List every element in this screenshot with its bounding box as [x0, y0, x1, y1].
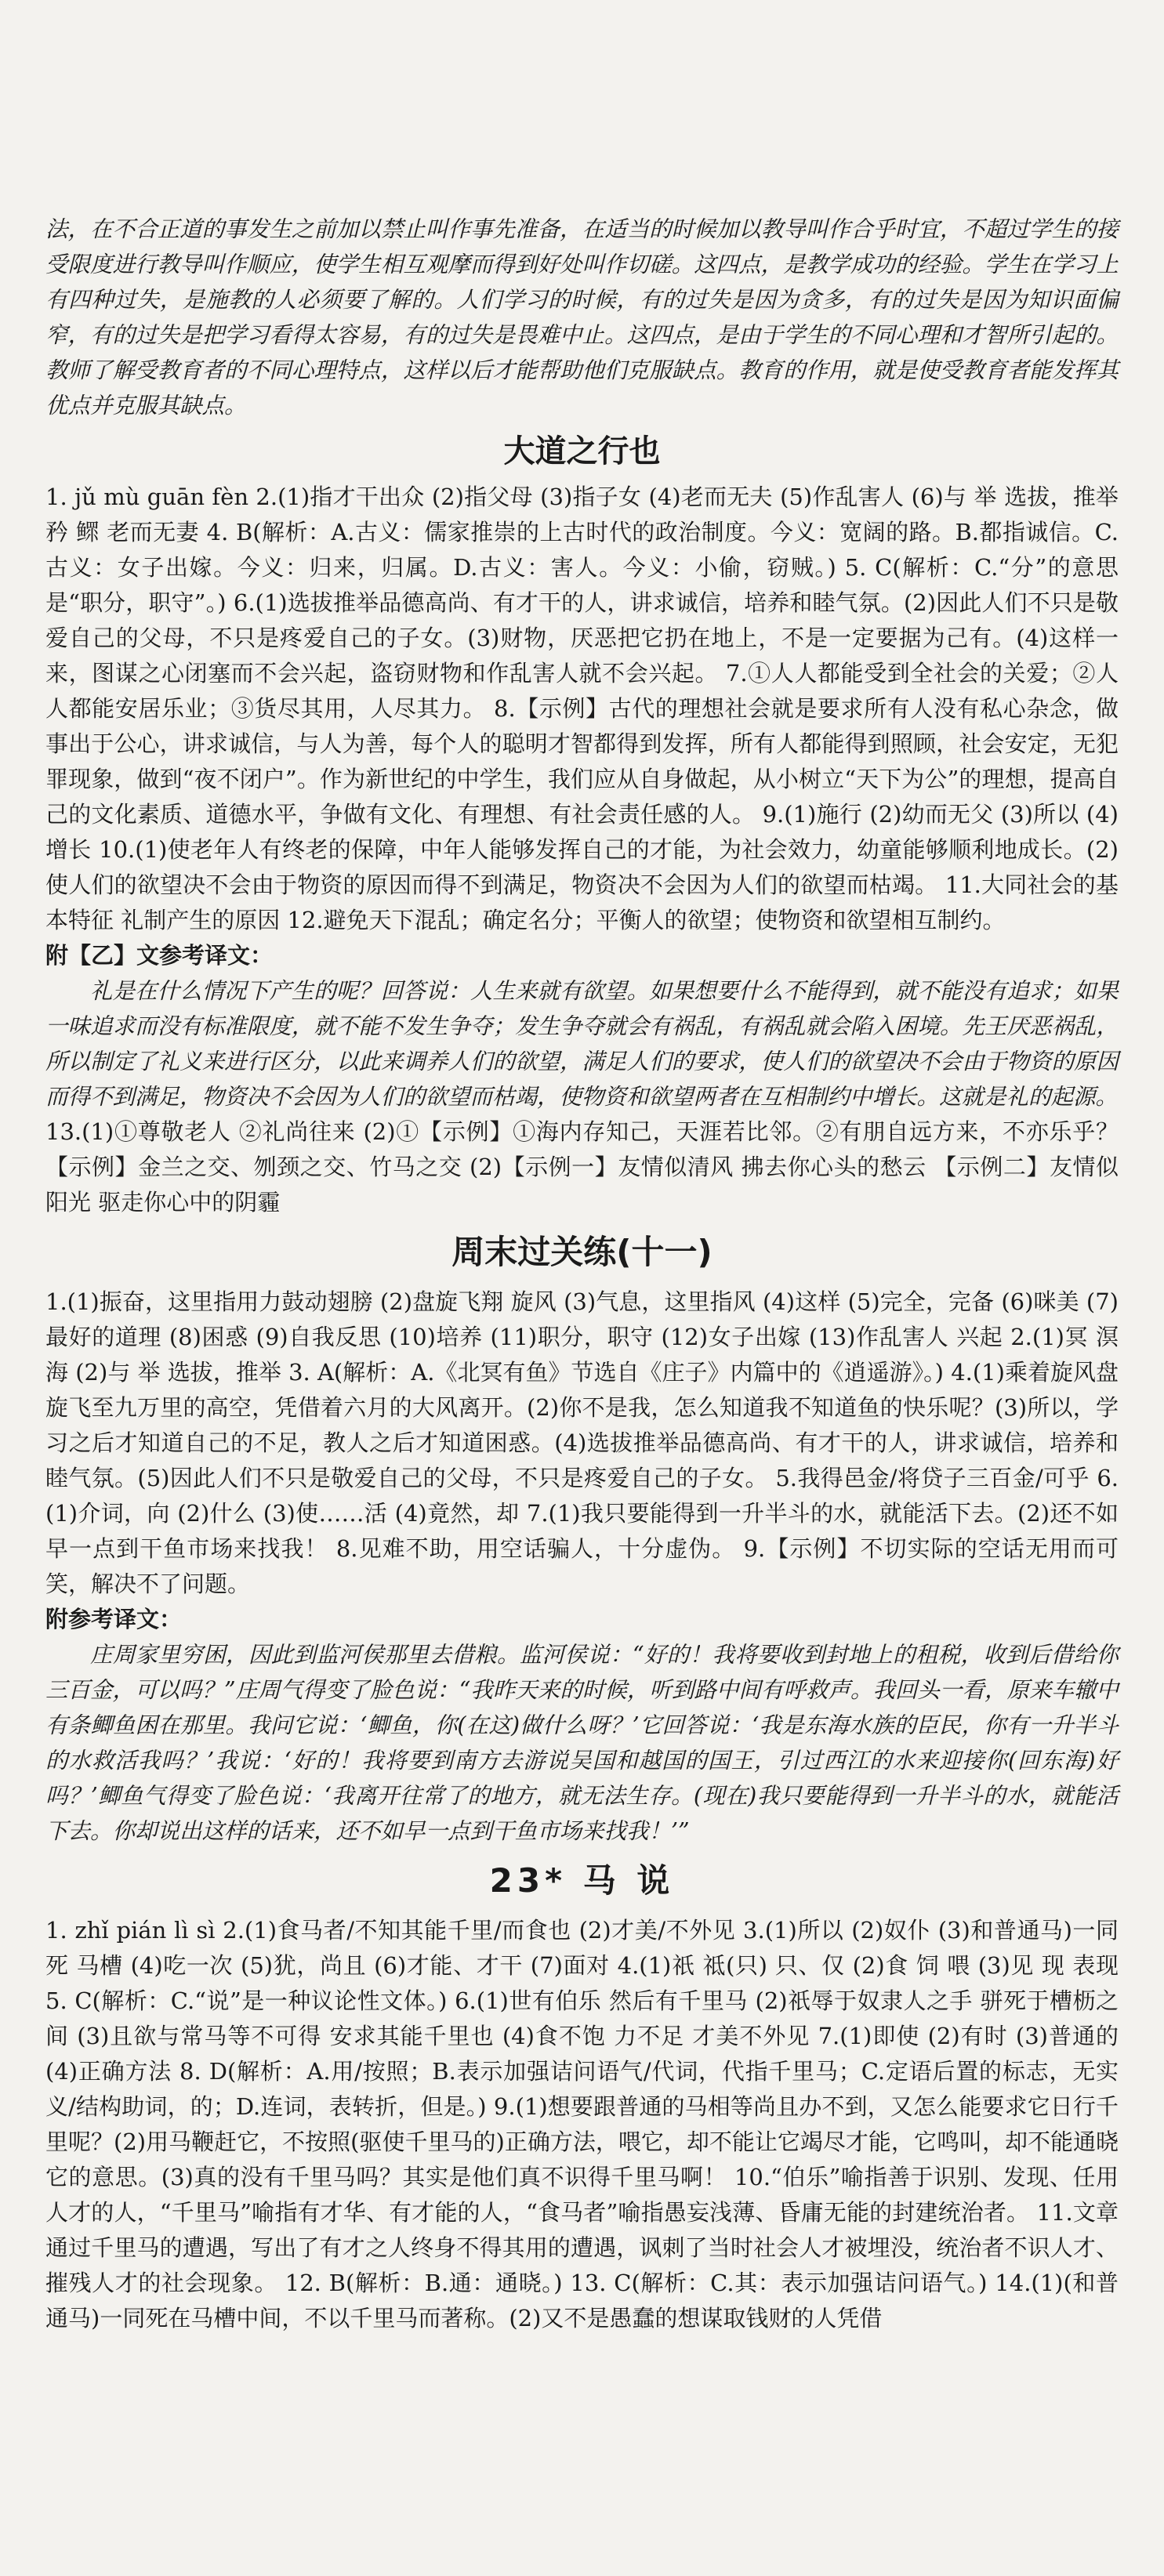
intro-section — [45, 212, 1119, 423]
section-title-zhoumo: 周末过关练(十一) — [451, 1233, 713, 1271]
section-mashuo — [45, 1849, 1119, 2336]
section-dadao — [45, 423, 1119, 1220]
answers-mashuo: 1. zhǐ pián lì sì 2.(1)食马者/不知其能千里/而食也 (2)才美/不外见 3.(1)所以 (2)奴仆 (3)和普通马)一同死 马槽 (4)吃一次 (5)犹，尚且 (6)才能、才干 (7)面对 4.(1)祇 祗(只) 只、仅 (2)食 饲 喂 (3)见 现 表现 5. C(解析：C.“说”是一种议论性文体。) 6.(1)世有伯乐 然后有千里马 (2)祇辱于奴隶人之手 骈死于槽枥之间 (3)且欲与常马等不可得 安求其能千里也 (4)食不饱 力不足 才美不外见 7.(1)即使 (2)有时 (3)普通的 (4)正确方法 8. D(解析：A.用/按照；B.表示加强诘问语气/代词，代指千里马；C.定语后置的标志，无实义/结构助词，的；D.连词，表转折，但是。) 9.(1)想要跟普通的马相等尚且办不到，又怎么能要求它日行千里呢？(2)用马鞭赶它，不按照(驱使千里马的)正确方法，喂它，却不能让它竭尽才能，它鸣叫，却不能通晓它的意思。(3)真的没有千里马吗？其实是他们真不识得千里马啊！ 10.“伯乐”喻指善于识别、发现、任用人才的人，“千里马”喻指有才华、有才能的人，“食马者”喻指愚妄浅薄、昏庸无能的封建统治者。 11.文章通过千里马的遭遇，写出了有才之人终身不得其用的遭遇，讽刺了当时社会人才被埋没，统治者不识人才、摧残人才的社会现象。 12. B(解析：B.通：通晓。) 13. C(解析：C.其：表示加强诘问语气。) 14.(1)(和普通马)一同死在马槽中间，不以千里马而著称。(2)又不是愚蠢的想谋取钱财的人凭借 — [45, 1917, 1119, 2331]
translation-dadao: 礼是在什么情况下产生的呢？回答说：人生来就有欲望。如果想要什么不能得到，就不能没有追求；如果一味追求而没有标准限度，就不能不发生争夺；发生争夺就会有祸乱，有祸乱就会陷入困境。先王厌恶祸乱，所以制定了礼义来进行区分，以此来调养人们的欲望，满足人们的要求，使人们的欲望决不会由于物资的原因而得不到满足，物资决不会因为人们的欲望而枯竭，使物资和欲望两者在互相制约中增长。这就是礼的起源。 — [45, 978, 1119, 1110]
answers2-dadao: 13.(1)①尊敬老人 ②礼尚往来 (2)①【示例】①海内存知己，天涯若比邻。②有朋自远方来，不亦乐乎？ 【示例】金兰之交、刎颈之交、竹马之交 (2)【示例一】友情似清风 拂去你心头的愁云 【示例二】友情似阳光 驱走你心中的阴霾 — [45, 1118, 1119, 1216]
appendix-label-zhoumo: 附参考译文： — [45, 1606, 183, 1632]
answers-zhoumo: 1.(1)振奋，这里指用力鼓动翅膀 (2)盘旋飞翔 旋风 (3)气息，这里指风 (4)这样 (5)完全，完备 (6)咪美 (7)最好的道理 (8)困惑 (9)自我反思 (10)培养 (11)职分，职守 (12)女子出嫁 (13)作乱害人 兴起 2.(1)冥 溟 海 (2)与 举 选拔，推举 3. A(解析：A.《北冥有鱼》节选自《庄子》内篇中的《逍遥游》。) 4.(1)乘着旋风盘旋飞至九万里的高空，凭借着六月的大风离开。(2)你不是我，怎么知道我不知道鱼的快乐呢？(3)所以，学习之后才知道自己的不足，教人之后才知道困惑。(4)选拔推举品德高尚、有才干的人，讲求诚信，培养和睦气氛。(5)因此人们不只是敬爱自己的父母，不只是疼爱自己的子女。 5.我得邑金/将贷子三百金/可乎 6.(1)介词，向 (2)什么 (3)使……活 (4)竟然，却 7.(1)我只要能得到一升半斗的水，就能活下去。(2)还不如早一点到干鱼市场来找我！ 8.见难不助，用空话骗人，十分虚伪。 9.【示例】不切实际的空话无用而可笑，解决不了问题。 — [45, 1288, 1119, 1597]
translation-zhoumo: 庄周家里穷困，因此到监河侯那里去借粮。监河侯说：“好的！我将要收到封地上的租税，收到后借给你三百金，可以吗？”庄周气得变了脸色说：“我昨天来的时候，听到路中间有呼救声。我回头一看，原来车辙中有条鲫鱼困在那里。我问它说：‘鲫鱼，你(在这)做什么呀？’它回答说：‘我是东海水族的臣民，你有一升半斗的水救活我吗？’我说：‘好的！我将要到南方去游说吴国和越国的国王，引过西江的水来迎接你(回东海)好吗？’鲫鱼气得变了脸色说：‘我离开往常了的地方，就无法生存。(现在)我只要能得到一升半斗的水，就能活下去。你却说出这样的话来，还不如早一点到干鱼市场来找我！’” — [45, 1642, 1119, 1844]
appendix-label-dadao: 附【乙】文参考译文： — [45, 942, 274, 969]
intro-translation-text: 法，在不合正道的事发生之前加以禁止叫作事先准备，在适当的时候加以教导叫作合乎时宜，不超过学生的接受限度进行教导叫作顺应，使学生相互观摩而得到好处叫作切磋。这四点，是教学成功的经验。学生在学习上有四种过失，是施教的人必须要了解的。人们学习的时候，有的过失是因为贪多，有的过失是因为知识面偏窄，有的过失是把学习看得太容易，有的过失是畏难中止。这四点，是由于学生的不同心理和才智所引起的。教师了解受教育者的不同心理特点，这样以后才能帮助他们克服缺点。教育的作用，就是使受教育者能发挥其优点并克服其缺点。 — [45, 216, 1119, 418]
section-title-mashuo: 23* 马 说 — [489, 1861, 675, 1900]
section-title-dadao: 大道之行也 — [503, 433, 661, 469]
answers-dadao: 1. jǔ mù guān fèn 2.(1)指才干出众 (2)指父母 (3)指子女 (4)老而无夫 (5)作乱害人 (6)与 举 选拔，推举 矜 鳏 老而无妻 4. B(解析：A.古义：儒家推崇的上古时代的政治制度。今义：宽阔的路。B.都指诚信。C.古义：女子出嫁。今义：归来，归属。D.古义：害人。今义：小偷，窃贼。) 5. C(解析：C.“分”的意思是“职分，职守”。) 6.(1)选拔推举品德高尚、有才干的人，讲求诚信，培养和睦气氛。(2)因此人们不只是敬爱自己的父母，不只是疼爱自己的子女。(3)财物，厌恶把它扔在地上，不是一定要据为己有。(4)这样一来，图谋之心闭塞而不会兴起，盗窃财物和作乱害人就不会兴起。 7.①人人都能受到全社会的关爱；②人人都能安居乐业；③货尽其用，人尽其力。 8.【示例】古代的理想社会就是要求所有人没有私心杂念，做事出于公心，讲求诚信，与人为善，每个人的聪明才智都得到发挥，所有人都能得到照顾，社会安定，无犯罪现象，做到“夜不闭户”。作为新世纪的中学生，我们应从自身做起，从小树立“天下为公”的理想，提高自己的文化素质、道德水平，争做有文化、有理想、有社会责任感的人。 9.(1)施行 (2)幼而无父 (3)所以 (4)增长 10.(1)使老年人有终老的保障，中年人能够发挥自己的才能，为社会效力，幼童能够顺利地成长。(2)使人们的欲望决不会由于物资的原因而得不到满足，物资决不会因为人们的欲望而枯竭。 11.大同社会的基本特征 礼制产生的原因 12.避免天下混乱；确定名分；平衡人的欲望；使物资和欲望相互制约。 — [45, 484, 1119, 933]
section-zhoumo — [45, 1220, 1119, 1849]
